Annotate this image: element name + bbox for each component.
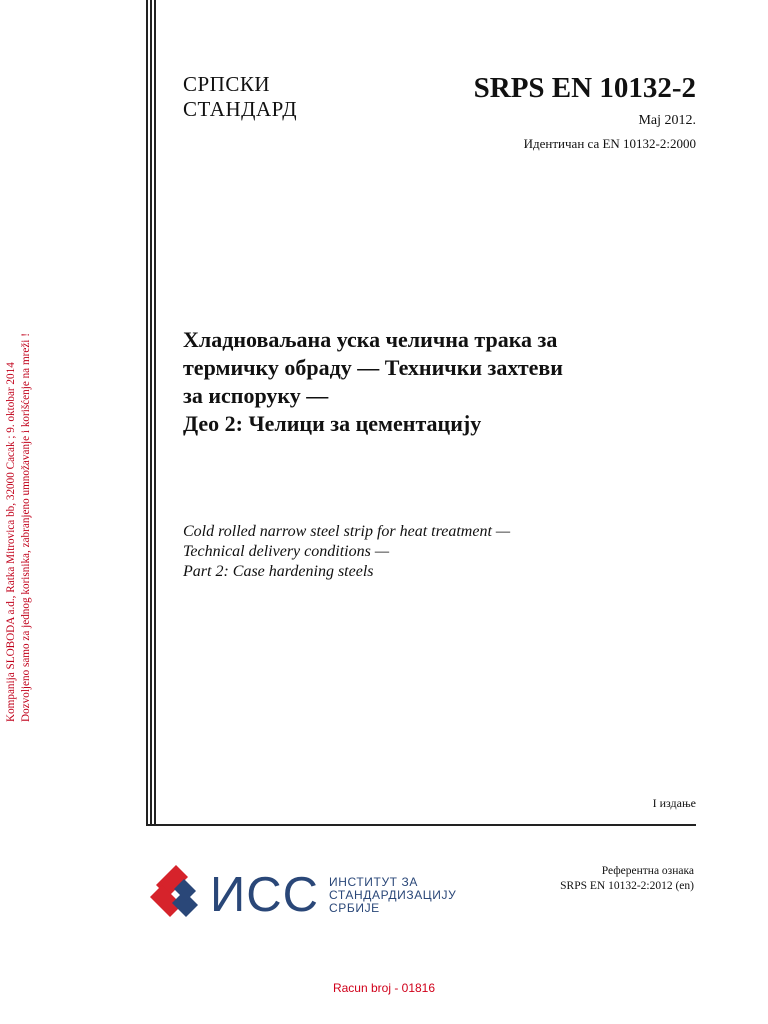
iss-emblem-icon [146,863,202,927]
title-english [183,522,663,582]
reference-label: Референтна ознака [601,865,694,877]
title-en-line-3: Part 2: Case hardening steels [183,563,374,580]
logo-subtitle [329,876,456,915]
horizontal-rule [146,824,696,826]
kind-line-2: СТАНДАРД [183,97,298,121]
logo-sub-line-1: ИНСТИТУТ ЗА [329,874,418,889]
title-en-line-2: Technical delivery conditions — [183,543,390,560]
vertical-rule-3 [154,0,156,826]
reference-block [560,864,694,894]
iss-logo [146,860,466,930]
logo-sub-line-2: СТАНДАРДИЗАЦИЈУ [329,887,457,902]
license-watermark [4,282,34,722]
vertical-rule-2 [150,0,152,826]
title-sr-line-1: Хладноваљана уска челична трака за [183,327,558,352]
standard-kind [183,72,297,122]
watermark-line-1: Kompanija SLOBODA a.d., Ratka Mitrovica bb, 32000 Cacak ; 9. oktobar 2014 [5,362,17,722]
vertical-rule-1 [146,0,148,826]
logo-name: ИСС [210,868,319,922]
title-sr-line-4: Део 2: Челици за цементацију [183,411,482,436]
logo-sub-line-3: СРБИЈЕ [329,900,380,915]
edition-label: I издање [652,796,696,810]
kind-line-1: СРПСКИ [183,72,271,96]
reference-value: SRPS EN 10132-2:2012 (en) [560,880,694,892]
publication-date: Мај 2012. [638,113,696,128]
title-sr-line-3: за испоруку — [183,383,329,408]
title-sr-line-2: термичку обраду — Технички захтеви [183,355,563,380]
title-en-line-1: Cold rolled narrow steel strip for heat treatment — [183,523,511,540]
watermark-line-2: Dozvoljeno samo za jednog korisnika, zabranjeno umnožavanje i korišćenje na mreži ! [20,333,32,722]
identical-note: Идентичан са EN 10132-2:2000 [523,136,696,151]
standard-code: SRPS EN 10132-2 [473,72,696,104]
invoice-number: Racun broj - 01816 [332,981,436,995]
title-serbian [183,326,683,438]
